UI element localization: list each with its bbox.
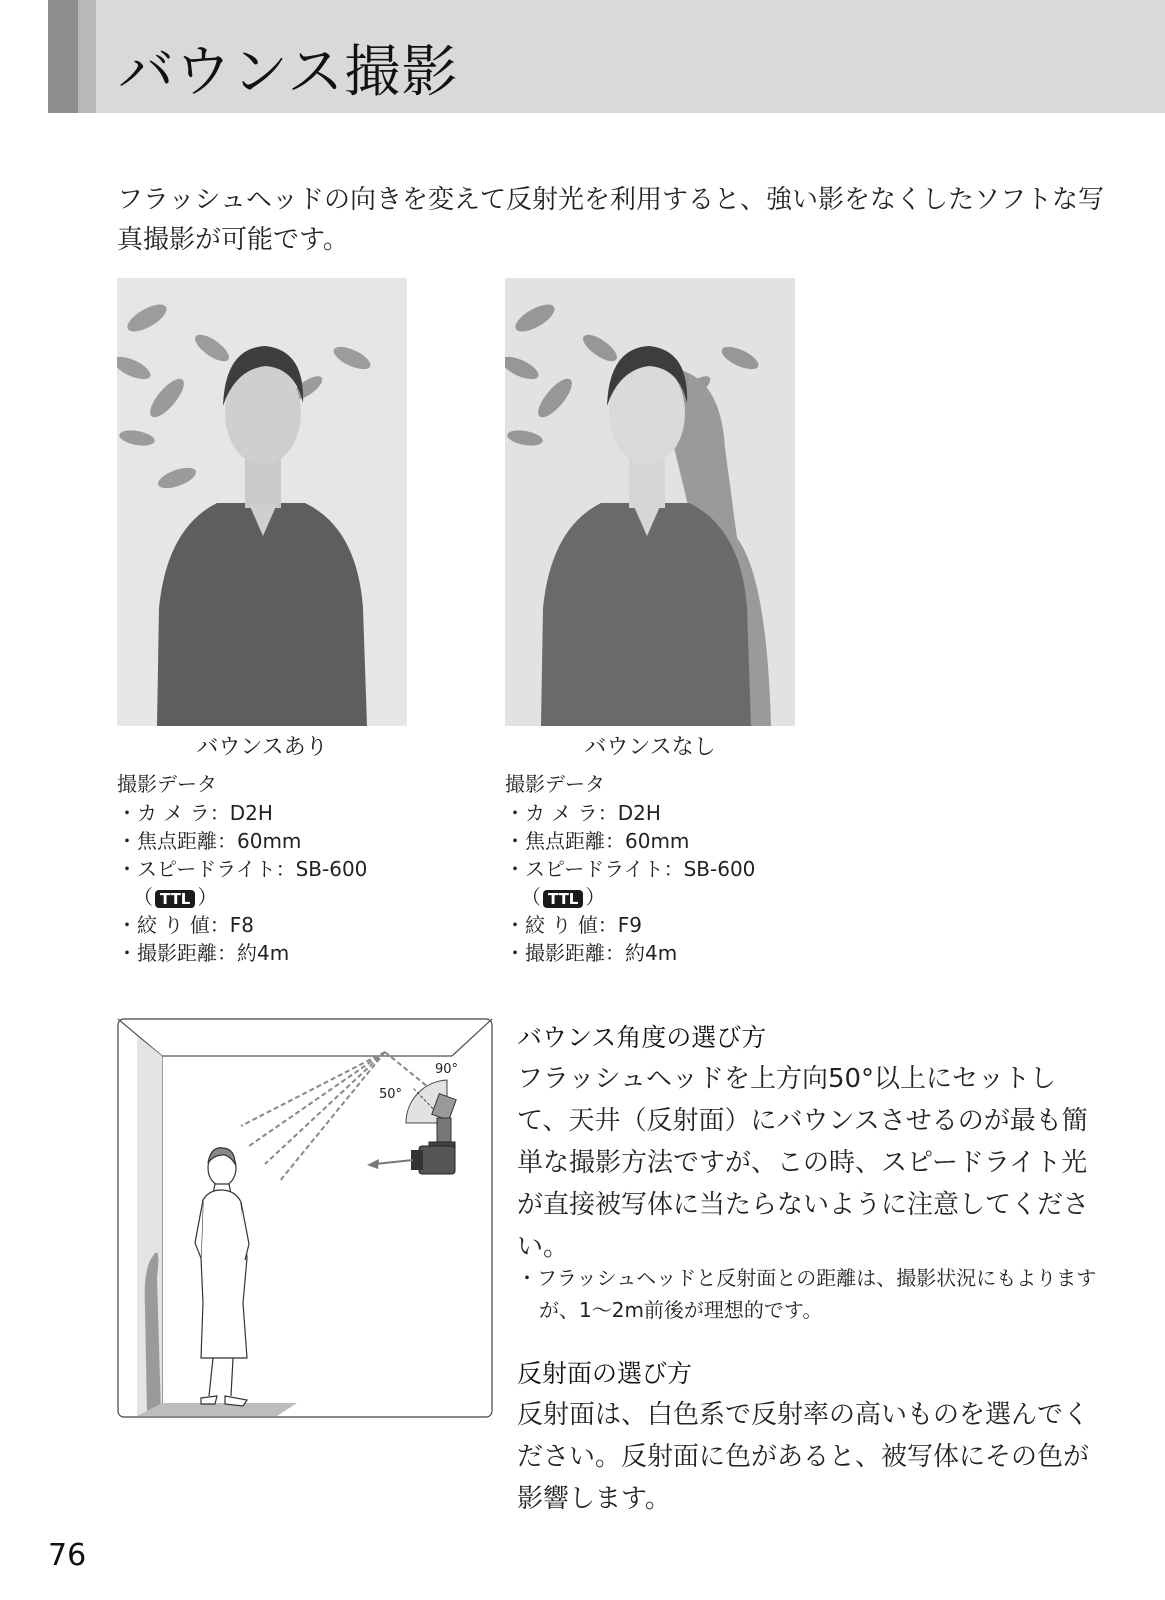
ttl-open-paren: （ xyxy=(133,885,153,909)
ttl-badge-icon: TTL xyxy=(155,890,195,908)
spec-ttl-mode xyxy=(505,883,805,911)
section-body-bounce-angle: フラッシュヘッドを上方向50°以上にセットして、天井（反射面）にバウンスさせるのが最も簡単な撮影方法ですが、この時、スピードライト光が直接被写体に当たらないように注意してください。 xyxy=(517,1064,1090,1262)
intro-text: フラッシュヘッドの向きを変えて反射光を利用すると、強い影をなくしたソフトな写真撮影が可能です。 xyxy=(117,185,1104,255)
spec-focal-length: ・焦点距離：60mm xyxy=(117,829,302,853)
angle-90-label: 90° xyxy=(435,1062,459,1077)
spec-aperture: ・絞 り 値：F8 xyxy=(117,913,254,937)
ttl-open-paren: （ xyxy=(521,885,541,909)
spec-speedlight: ・スピードライト：SB-600 xyxy=(505,857,756,881)
shooting-data-bounce xyxy=(117,770,417,967)
spec-distance: ・撮影距離：約4m xyxy=(117,941,290,965)
header-tab-mark-light xyxy=(78,0,96,113)
spec-speedlight: ・スピードライト：SB-600 xyxy=(117,857,368,881)
section-heading-bounce-angle: バウンス角度の選び方 xyxy=(517,1023,767,1052)
page-title: バウンス撮影 xyxy=(118,40,459,105)
ttl-close-paren: ） xyxy=(197,885,218,909)
section-note-distance: ・フラッシュヘッドと反射面との距離は、撮影状況にもよりますが、1〜2m前後が理想的です。 xyxy=(517,1266,1097,1322)
photo-caption-no-bounce: バウンスなし xyxy=(584,735,716,760)
shooting-data-no-bounce xyxy=(505,770,805,967)
page-number: 76 xyxy=(48,1538,87,1573)
spec-camera: ・カ メ ラ：D2H xyxy=(505,801,661,825)
section-body-reflector: 反射面は、白色系で反射率の高いものを選んでください。反射面に色があると、被写体にその色が影響します。 xyxy=(517,1400,1090,1514)
shooting-data-heading: 撮影データ xyxy=(505,772,605,796)
ttl-badge-icon: TTL xyxy=(543,890,583,908)
spec-focal-length: ・焦点距離：60mm xyxy=(505,829,690,853)
spec-distance: ・撮影距離：約4m xyxy=(505,941,678,965)
header-tab-mark xyxy=(48,0,78,113)
photo-caption-bounce: バウンスあり xyxy=(196,735,328,760)
spec-ttl-mode xyxy=(117,883,417,911)
spec-aperture: ・絞 り 値：F9 xyxy=(505,913,642,937)
ttl-close-paren: ） xyxy=(585,885,606,909)
angle-50-label: 50° xyxy=(379,1087,403,1102)
spec-camera: ・カ メ ラ：D2H xyxy=(117,801,273,825)
photo-no-bounce xyxy=(505,278,795,726)
diagram-frame xyxy=(118,1019,492,1417)
bounce-diagram xyxy=(117,1018,493,1418)
page-header xyxy=(48,0,1165,113)
photo-bounce xyxy=(117,278,407,726)
shooting-data-heading: 撮影データ xyxy=(117,772,217,796)
section-heading-reflector: 反射面の選び方 xyxy=(517,1359,693,1388)
